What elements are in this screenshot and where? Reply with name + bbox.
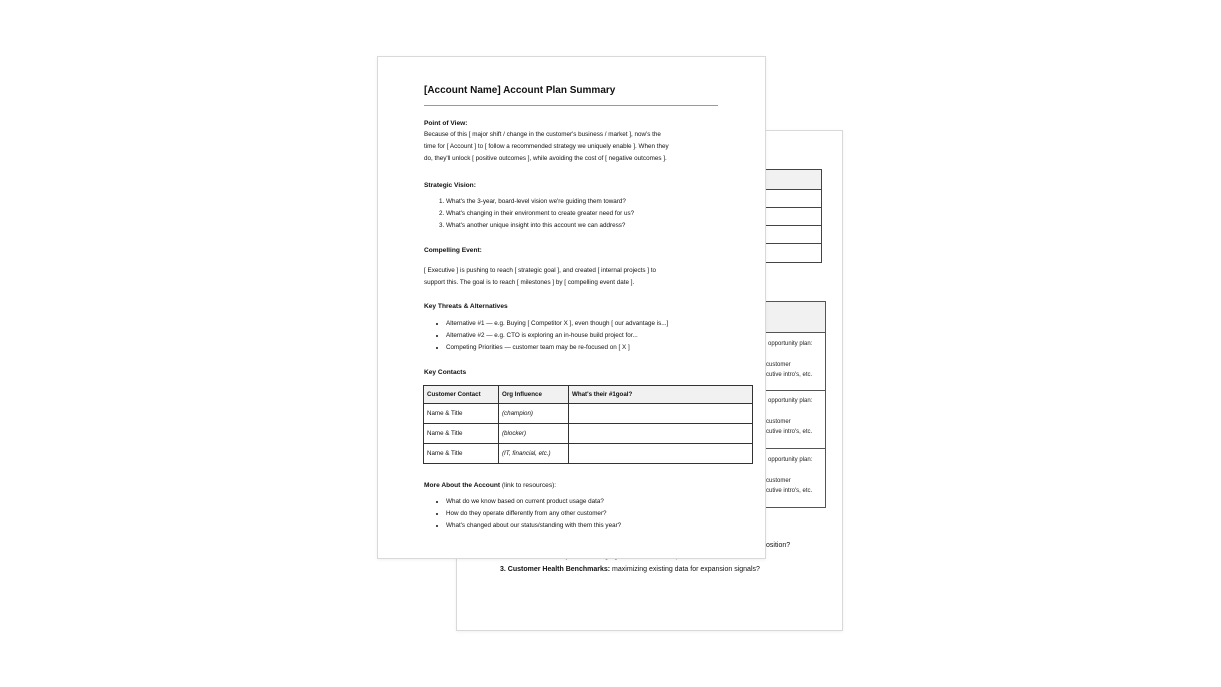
threats-list	[424, 318, 751, 354]
health-benchmarks-text: maximizing existing data for expansion signals?	[612, 566, 760, 573]
table-row	[424, 424, 753, 444]
list-item: • What's changed about our status/standing with them this year?	[446, 520, 751, 532]
contact-cell: Name & Title	[424, 444, 499, 464]
row-note-line2: customer	[766, 419, 791, 425]
vision-list	[424, 196, 751, 232]
row-note-line1: opportunity plan:	[768, 457, 813, 463]
row-note-line1: opportunity plan:	[768, 341, 813, 347]
column-header: Org Influence	[499, 386, 569, 404]
more-list-wrap	[424, 496, 751, 532]
row-note-line1: opportunity plan:	[768, 398, 813, 404]
list-item: • What do we know based on current product usage data?	[446, 496, 751, 508]
row-note-line3: cutive intro's, etc.	[766, 429, 813, 435]
goal-cell	[569, 404, 753, 424]
column-header: What's their #1goal?	[569, 386, 753, 404]
fragment-position: osition?	[766, 542, 791, 549]
table-header-row	[424, 386, 753, 404]
list-item: • How do they operate differently from any other customer?	[446, 508, 751, 520]
column-header: Customer Contact	[424, 386, 499, 404]
contact-cell: Name & Title	[424, 424, 499, 444]
event-line: [ Executive ] is pushing to reach [ strategic goal ], and created [ internal projects ] to	[424, 267, 657, 274]
pov-line: do, they'll unlock [ positive outcomes ], while avoiding the cost of [ negative outcomes ].	[424, 155, 667, 162]
list-item: • Alternative #1 — e.g. Buying [ Competitor X ], even though [ our advantage is...]	[446, 318, 751, 330]
more-heading-suffix: (link to resources):	[500, 482, 557, 489]
row-note-line3: cutive intro's, etc.	[766, 488, 813, 494]
contacts-heading: Key Contacts	[424, 369, 467, 376]
goal-cell	[569, 444, 753, 464]
pov-heading: Point of View:	[424, 120, 468, 127]
influence-cell: (IT, financial, etc.)	[499, 444, 569, 464]
vision-heading: Strategic Vision:	[424, 182, 476, 189]
threats-heading: Key Threats & Alternatives	[424, 303, 508, 310]
page-title: [Account Name] Account Plan Summary	[424, 85, 616, 96]
list-item: 2. What's changing in their environment to create greater need for us?	[446, 208, 751, 220]
row-note-line2: customer	[766, 478, 791, 484]
event-text	[424, 265, 751, 289]
threats-list-wrap	[424, 318, 751, 354]
list-item: • Competing Priorities — customer team may be re-focused on [ X ]	[446, 342, 751, 354]
goal-cell	[569, 424, 753, 444]
row-note-line2: customer	[766, 362, 791, 368]
pov-line: Because of this [ major shift / change in the customer's business / market ], now's the	[424, 131, 661, 138]
title-divider	[424, 105, 718, 106]
pov-line: time for [ Account ] to [ follow a recommended strategy we uniquely enable ]. When they	[424, 143, 669, 150]
health-benchmarks-line	[500, 566, 760, 573]
table-row	[424, 404, 753, 424]
event-line: support this. The goal is to reach [ milestones ] by [ compelling event date ].	[424, 279, 635, 286]
pov-text	[424, 129, 751, 165]
table-row	[424, 444, 753, 464]
more-heading: More About the Account	[424, 482, 501, 489]
front-page	[377, 56, 766, 559]
list-item: 3. What's another unique insight into this account we can address?	[446, 220, 751, 232]
vision-list-wrap	[424, 196, 751, 232]
list-item: • Alternative #2 — e.g. CTO is exploring an in-house build project for...	[446, 330, 751, 342]
influence-cell: (champion)	[499, 404, 569, 424]
contact-cell: Name & Title	[424, 404, 499, 424]
contacts-table	[423, 385, 753, 464]
more-heading-line	[424, 482, 751, 489]
more-list	[424, 496, 751, 532]
event-heading: Compelling Event:	[424, 247, 482, 254]
health-benchmarks-label: 3. Customer Health Benchmarks:	[500, 566, 611, 573]
list-item: 1. What's the 3-year, board-level vision we're guiding them toward?	[446, 196, 751, 208]
row-note-line3: cutive intro's, etc.	[766, 372, 813, 378]
influence-cell: (blocker)	[499, 424, 569, 444]
